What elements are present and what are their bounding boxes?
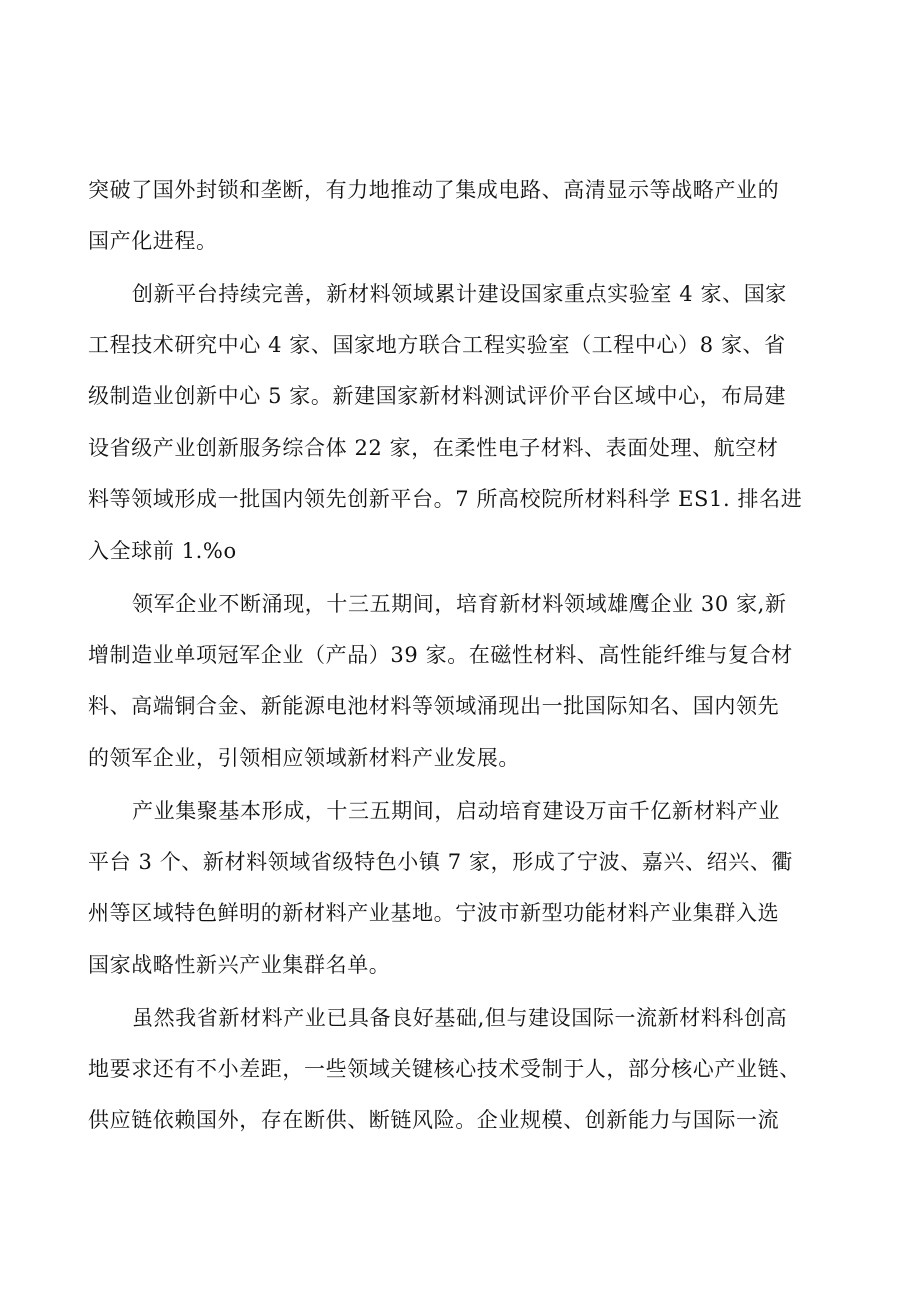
text-line: 料、高端铜合金、新能源电池材料等领域涌现出一批国际知名、国内领先 — [88, 694, 780, 718]
text-line: 料等领域形成一批国内领先创新平台。7 所高校院所材料科学 ES1. 排名进 — [88, 487, 803, 511]
paragraph-first-line: 虽然我省新材料产业已具备良好基础,但与建设国际一流新材料科创高 — [132, 1006, 788, 1030]
text-line: 平台 3 个、新材料领域省级特色小镇 7 家，形成了宁波、嘉兴、绍兴、衢 — [88, 850, 794, 874]
text-line: 增制造业单项冠军企业（产品）39 家。在磁性材料、高性能纤维与复合材 — [88, 643, 793, 667]
text-line: 地要求还有不小差距，一些领域关键核心技术受制于人，部分核心产业链、 — [88, 1057, 801, 1081]
paragraph-first-line: 领军企业不断涌现，十三五期间，培育新材料领域雄鹰企业 30 家,新 — [132, 592, 787, 616]
text-line: 级制造业创新中心 5 家。新建国家新材料测试评价平台区域中心，布局建 — [88, 384, 787, 408]
text-line: 设省级产业创新服务综合体 22 家，在柔性电子材料、表面处理、航空材 — [88, 436, 779, 460]
paragraph-first-line: 产业集聚基本形成，十三五期间，启动培育建设万亩千亿新材料产业 — [132, 799, 780, 823]
paragraph-first-line: 创新平台持续完善，新材料领域累计建设国家重点实验室 4 家、国家 — [132, 282, 787, 306]
text-line: 州等区域特色鲜明的新材料产业基地。宁波市新型功能材料产业集群入选 — [88, 901, 780, 925]
text-line: 入全球前 1.%o — [88, 539, 237, 563]
text-line: 突破了国外封锁和垄断，有力地推动了集成电路、高清显示等战略产业的 — [88, 178, 780, 202]
text-line: 国家战略性新兴产业集群名单。 — [88, 953, 391, 977]
text-line: 工程技术研究中心 4 家、国家地方联合工程实验室（工程中心）8 家、省 — [88, 333, 786, 357]
text-line: 国产化进程。 — [88, 229, 218, 253]
text-line: 的领军企业，引领相应领域新材料产业发展。 — [88, 746, 520, 770]
text-line: 供应链依赖国外，存在断供、断链风险。企业规模、创新能力与国际一流 — [88, 1108, 780, 1132]
